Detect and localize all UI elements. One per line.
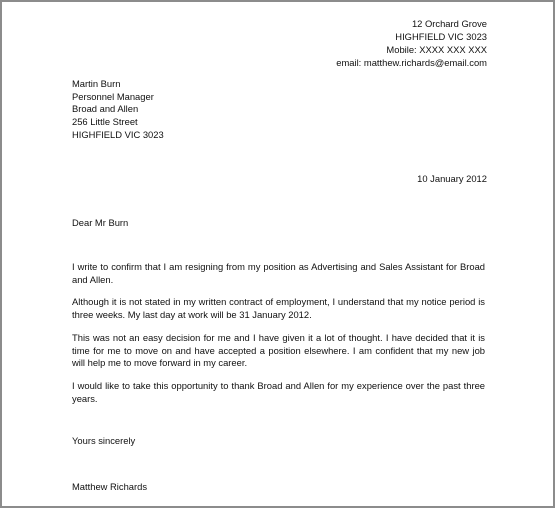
sender-email: email: matthew.richards@email.com — [336, 56, 487, 68]
recipient-company: Broad and Allen — [72, 103, 139, 115]
body-paragraph-1: I write to confirm that I am resigning from my position as Advertising and Sales Assistant for Broad and Allen. — [72, 261, 485, 285]
sender-street: 12 Orchard Grove — [411, 18, 487, 29]
recipient-title: Personnel Manager — [72, 90, 154, 102]
closing: Yours sincerely — [72, 435, 136, 446]
recipient-suburb: HIGHFIELD VIC 3023 — [72, 128, 164, 140]
body-paragraph-3: This was not an easy decision for me and I have given it a lot of thought. I have decided that it is time for me to move on and have accepted a position elsewhere. I am confident that my new job will help me to move forward in my career. — [72, 331, 485, 369]
sender-address-block — [336, 18, 487, 70]
recipient-address-block — [72, 78, 164, 142]
recipient-street: 256 Little Street — [72, 116, 138, 128]
sender-mobile: Mobile: XXXX XXX XXX — [386, 43, 487, 55]
body-paragraph-4: I would like to take this opportunity to thank Broad and Allen for my experience over the past three years. — [72, 379, 485, 404]
recipient-name: Martin Burn — [72, 78, 121, 89]
signature-name: Matthew Richards — [72, 481, 148, 492]
salutation: Dear Mr Burn — [72, 217, 129, 228]
letter-body — [72, 261, 485, 415]
letter-date: 10 January 2012 — [417, 173, 487, 184]
body-paragraph-2: Although it is not stated in my written contract of employment, I understand that my notice period is three weeks. My last day at work will be 31 January 2012. — [72, 296, 485, 321]
sender-suburb: HIGHFIELD VIC 3023 — [395, 30, 487, 42]
